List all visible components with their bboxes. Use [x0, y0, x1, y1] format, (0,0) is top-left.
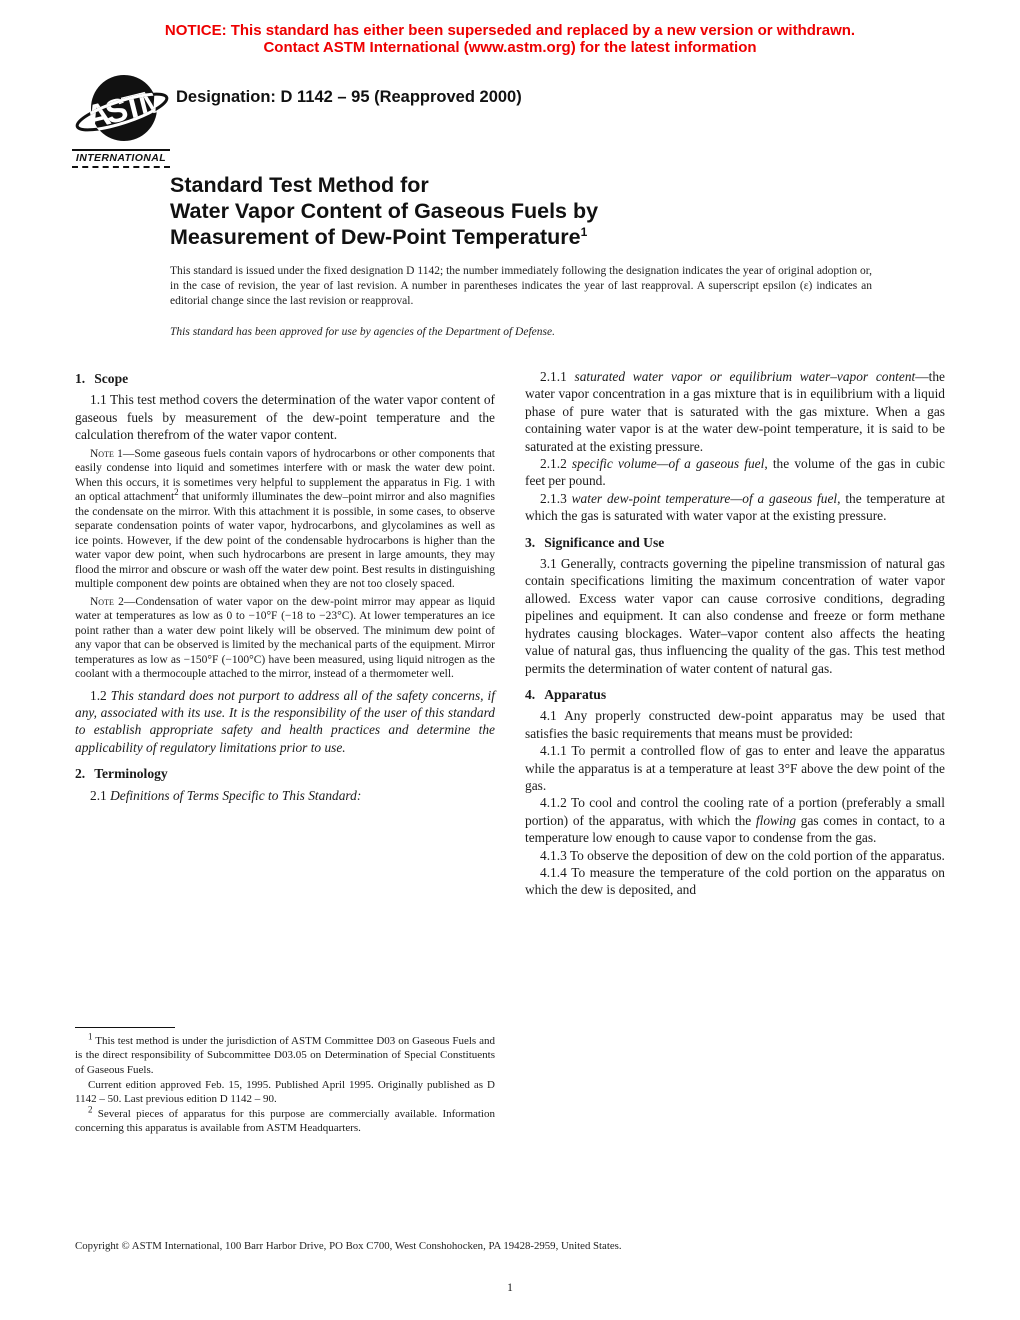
- title-line3: [170, 224, 598, 250]
- paragraph-4-1-3-text: To observe the deposition of dew on the cold portion of the apparatus.: [566, 847, 945, 863]
- footnote-2: [75, 1104, 495, 1136]
- paragraph-2-1-1: [525, 368, 945, 455]
- paragraph-2-1-2-number: 2.1.2: [540, 456, 567, 472]
- paragraph-1-2-text: This standard does not purport to address all of the safety concerns, if any, associated with its use. It is the responsibility of the user of this standard to establish appropriate safety and health practices and determine the applicability of regulatory limitations prior to use.: [75, 687, 495, 755]
- designation-code: D 1142 – 95 (Reapproved 2000): [275, 88, 522, 106]
- title-footnote-ref: 1: [580, 224, 588, 239]
- paragraph-3-1-text: Generally, contracts governing the pipeline transmission of natural gas contain specifications limiting the maximum concentration of water vapor allowed. Excess water vapor can cause corrosive conditions, degrading pipelines and equipment. It can also condense and freeze or form methane hydrates causing blockages. Water–vapor content also affects the heating value of natural gas, thus influencing the quality of the gas. This test method permits the determination of water content of natural gas.: [525, 556, 945, 676]
- body-columns: [75, 368, 945, 1136]
- paragraph-2-1-1-number: 2.1.1: [540, 369, 567, 384]
- section-3-title: Significance and Use: [544, 534, 665, 550]
- paragraph-3-1-number: 3.1: [540, 556, 557, 572]
- paragraph-4-1-2-number: 4.1.2: [540, 795, 567, 811]
- note-1-footnote-ref: 2: [174, 487, 179, 498]
- note-2-dash: —: [123, 595, 136, 608]
- paragraph-1-1-text: This test method covers the determination of the water vapor content of gaseous fuels by measurement of the dew-point temperature and the calculation therefrom of the water vapor content.: [75, 392, 495, 443]
- paragraph-2-1-1-text: —the water vapor concentration in a gas mixture that is in equilibrium with a liquid phase of pure water that is saturated with the gas mixture. When a gas containing water vapor is at the water dew-point temperature, it is said to be saturated at the existing pressure.: [525, 369, 945, 454]
- paragraph-2-1-1-term: saturated water vapor or equilibrium water–vapor content: [566, 369, 916, 384]
- paragraph-2-1-2-term: specific volume—of a gaseous fuel: [566, 456, 765, 472]
- paragraph-4-1-4: [525, 864, 945, 899]
- left-column: [75, 368, 495, 1136]
- paragraph-1-2: [75, 687, 495, 757]
- section-3-heading: [525, 534, 945, 551]
- paragraph-1-1: [75, 391, 495, 443]
- right-column: [525, 368, 945, 1136]
- paragraph-2-1-3-text: , the temperature at which the gas is saturated with water vapor at the existing pressure.: [525, 490, 945, 524]
- astm-logo-icon: [72, 70, 172, 152]
- section-1-title: Scope: [94, 371, 129, 386]
- dod-approval-note: This standard has been approved for use by agencies of the Department of Defense.: [170, 326, 555, 338]
- paragraph-2-1: [75, 787, 495, 804]
- section-4-title: Apparatus: [544, 686, 607, 702]
- note-1-label: Note 1: [90, 447, 123, 460]
- section-2-number: 2.: [75, 766, 86, 782]
- paragraph-4-1-text: Any properly constructed dew-point apparatus may be used that satisfies the basic requirements that means must be provided:: [525, 708, 945, 741]
- standard-title: [170, 172, 598, 250]
- footnote-1-marker: 1: [88, 1031, 93, 1042]
- paragraph-2-1-3-number: 2.1.3: [540, 490, 567, 506]
- astm-logo-acronym: ASTM: [82, 81, 167, 136]
- paragraph-1-1-number: 1.1: [90, 392, 107, 408]
- footnote-2-marker: 2: [88, 1104, 93, 1115]
- astm-logo: [72, 70, 172, 168]
- page-number: 1: [507, 1282, 513, 1294]
- paragraph-4-1-3-number: 4.1.3: [540, 847, 567, 863]
- note-1-text2: that uniformly illuminates the dew–point mirror and also magnifies the condensate on the mirror. With this attachment it is possible, in some cases, to observe separate condensation points of water vapor, hydrocarbons, and glycolamines as well as ice points. However, if the dew point of the condensable hydrocarbons is higher than the water vapor dew point, when such hydrocarbons are present in large amounts, they may flood the mirror and obscure or wash off the water dew point. Best results in distinguishing multiple component dew points are obtained when they are not too closely spaced.: [75, 491, 495, 591]
- section-2-title: Terminology: [94, 766, 168, 782]
- designation-label: Designation:: [176, 88, 276, 106]
- footnote-block: [75, 1027, 495, 1136]
- note-1: [75, 447, 495, 592]
- astm-logo-subtitle: INTERNATIONAL: [72, 149, 170, 168]
- designation-line: [176, 88, 522, 107]
- note-1-dash: —: [122, 447, 135, 460]
- footnote-1: [75, 1031, 495, 1078]
- section-2-heading: [75, 765, 495, 782]
- footnote-separator: [75, 1027, 175, 1028]
- paragraph-2-1-2: [525, 455, 945, 490]
- paragraph-2-1-number: 2.1: [90, 787, 107, 803]
- footnote-1b: Current edition approved Feb. 15, 1995. Published April 1995. Originally published as D 1142 – 50. Last previous edition D 1142 – 90.: [75, 1078, 495, 1106]
- paragraph-1-2-number: 1.2: [90, 687, 107, 703]
- paragraph-2-1-2-text: , the volume of the gas in cubic feet per pound.: [525, 456, 945, 489]
- section-4-number: 4.: [525, 686, 536, 702]
- paragraph-4-1-1: [525, 742, 945, 794]
- copyright-line: Copyright © ASTM International, 100 Barr Harbor Drive, PO Box C700, West Conshohocken, PA 19428-2959, United States.: [75, 1240, 622, 1252]
- footnote-2-text: Several pieces of apparatus for this purpose are commercially available. Information concerning this apparatus is available from ASTM Headquarters.: [75, 1107, 495, 1135]
- paragraph-4-1-2-text-post: gas comes in contact, to a temperature low enough to cause vapor to condense from the gas.: [525, 812, 945, 846]
- paragraph-4-1-1-text: To permit a controlled flow of gas to enter and leave the apparatus while the apparatus is at a temperature at least 3°F above the dew point of the gas.: [525, 743, 945, 793]
- paragraph-4-1-4-number: 4.1.4: [540, 864, 567, 880]
- paragraph-2-1-3: [525, 490, 945, 525]
- paragraph-4-1-3: [525, 847, 945, 864]
- title-line2: Water Vapor Content of Gaseous Fuels by: [170, 199, 599, 223]
- title-line3-text: Measurement of Dew-Point Temperature: [170, 225, 581, 249]
- paragraph-4-1-4-text: To measure the temperature of the cold portion on the apparatus on which the dew is deposited, and: [525, 864, 945, 898]
- paragraph-4-1-2: [525, 794, 945, 846]
- supersede-notice: [0, 22, 1020, 56]
- supersede-notice-line1: NOTICE: This standard has either been superseded and replaced by a new version or withdrawn.: [164, 22, 856, 39]
- paragraph-4-1-2-text-pre: To cool and control the cooling rate of a portion (preferably a small portion) of the apparatus, with which the: [525, 795, 945, 828]
- paragraph-4-1-1-number: 4.1.1: [540, 743, 567, 759]
- section-1-number: 1.: [75, 371, 86, 386]
- issuance-preamble: This standard is issued under the fixed designation D 1142; the number immediately following the designation indicates the year of original adoption or, in the case of revision, the year of last revision. A number in parentheses indicates the year of last reapproval. A superscript epsilon (ε) indicates an editorial change since the last revision or reapproval.: [170, 265, 872, 308]
- paragraph-2-1-3-term: water dew-point temperature—of a gaseous fuel: [566, 490, 838, 506]
- section-1-heading: [75, 370, 495, 387]
- paragraph-2-1-text: Definitions of Terms Specific to This Standard:: [106, 787, 362, 803]
- paragraph-4-1-number: 4.1: [540, 708, 557, 724]
- title-line1: Standard Test Method for: [170, 173, 429, 197]
- note-2: [75, 595, 495, 682]
- note-2-text: Condensation of water vapor on the dew-point mirror may appear as liquid water at temperatures as low as 0 to −10°F (−18 to −23°C). At lower temperatures an ice point rather than a water dew point likely will be observed. The minimum dew point of any vapor that can be observed is limited by the mechanical parts of the equipment. Mirror temperatures as low as −150°F (−100°C) have been measured, using liquid nitrogen as the coolant with a thermocouple attached to the mirror, instead of a thermometer well.: [75, 595, 495, 681]
- section-3-number: 3.: [525, 534, 536, 550]
- section-4-heading: [525, 686, 945, 703]
- footnote-1-text: This test method is under the jurisdiction of ASTM Committee D03 on Gaseous Fuels and is the direct responsibility of Subcommittee D03.05 on Determination of Special Constituents of Gaseous Fuels.: [75, 1034, 495, 1077]
- supersede-notice-line2: Contact ASTM International (www.astm.org) for the latest information: [263, 39, 757, 56]
- note-1-text: Some gaseous fuels contain vapors of hydrocarbons or other components that easily condense into liquid and sometimes interfere with or mask the water dew point. When this occurs, it is sometimes very helpful to supplement the apparatus in Fig. 1 with an optical attachment: [75, 447, 495, 504]
- paragraph-3-1: [525, 555, 945, 677]
- paragraph-4-1: [525, 707, 945, 742]
- note-2-label: Note 2: [90, 595, 124, 608]
- paragraph-4-1-2-emphasis: flowing: [755, 812, 797, 828]
